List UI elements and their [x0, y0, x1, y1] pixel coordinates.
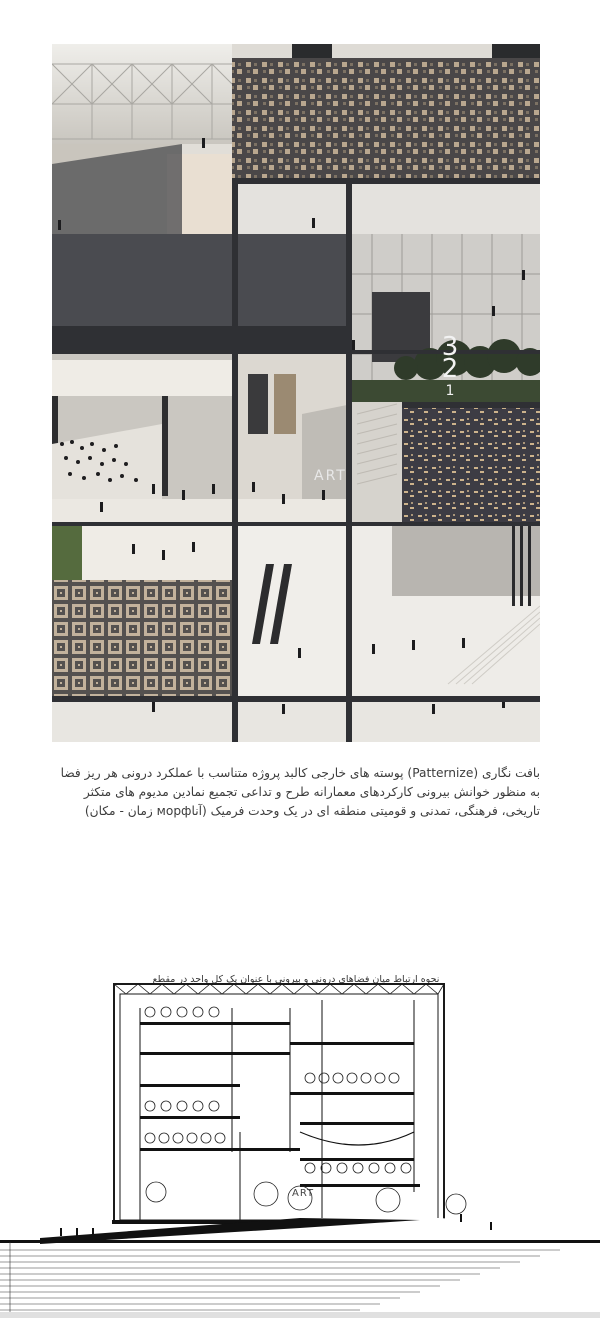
- section-art-label: ART: [292, 1188, 315, 1199]
- section-caption: نحوه ارتباط میان فضاهای درونی و بیرونی با عنوان یک کل واحد در مقطع: [152, 974, 440, 985]
- description-paragraph: [52, 764, 540, 821]
- description-line: بافت نگاری (Patternize) پوسته های خارجی کالبد پروژه متناسب با عملکرد درونی هر ریز فضا: [60, 766, 540, 780]
- pattern-panel-left: [52, 580, 238, 702]
- description-line: تاریخی، فرهنگی، تمدنی و قومیتی منطقه ای در یک وحدت فرمیک (آناморф زمان - مکان): [84, 804, 540, 818]
- description-line: به منظور خوانش بیرونی کارکردهای معمارانه طرح و تداعی تجمیع نمادین مدیوم های متکثر: [83, 785, 540, 799]
- level-sign-digits: 3 2 1: [441, 332, 459, 399]
- architectural-rendering: [52, 44, 540, 742]
- dark-slab: [52, 234, 346, 326]
- pattern-panel-right: [402, 408, 540, 522]
- pattern-panel-top: [232, 58, 540, 178]
- building-section-drawing: [0, 982, 600, 1318]
- art-sign: ART: [314, 468, 347, 484]
